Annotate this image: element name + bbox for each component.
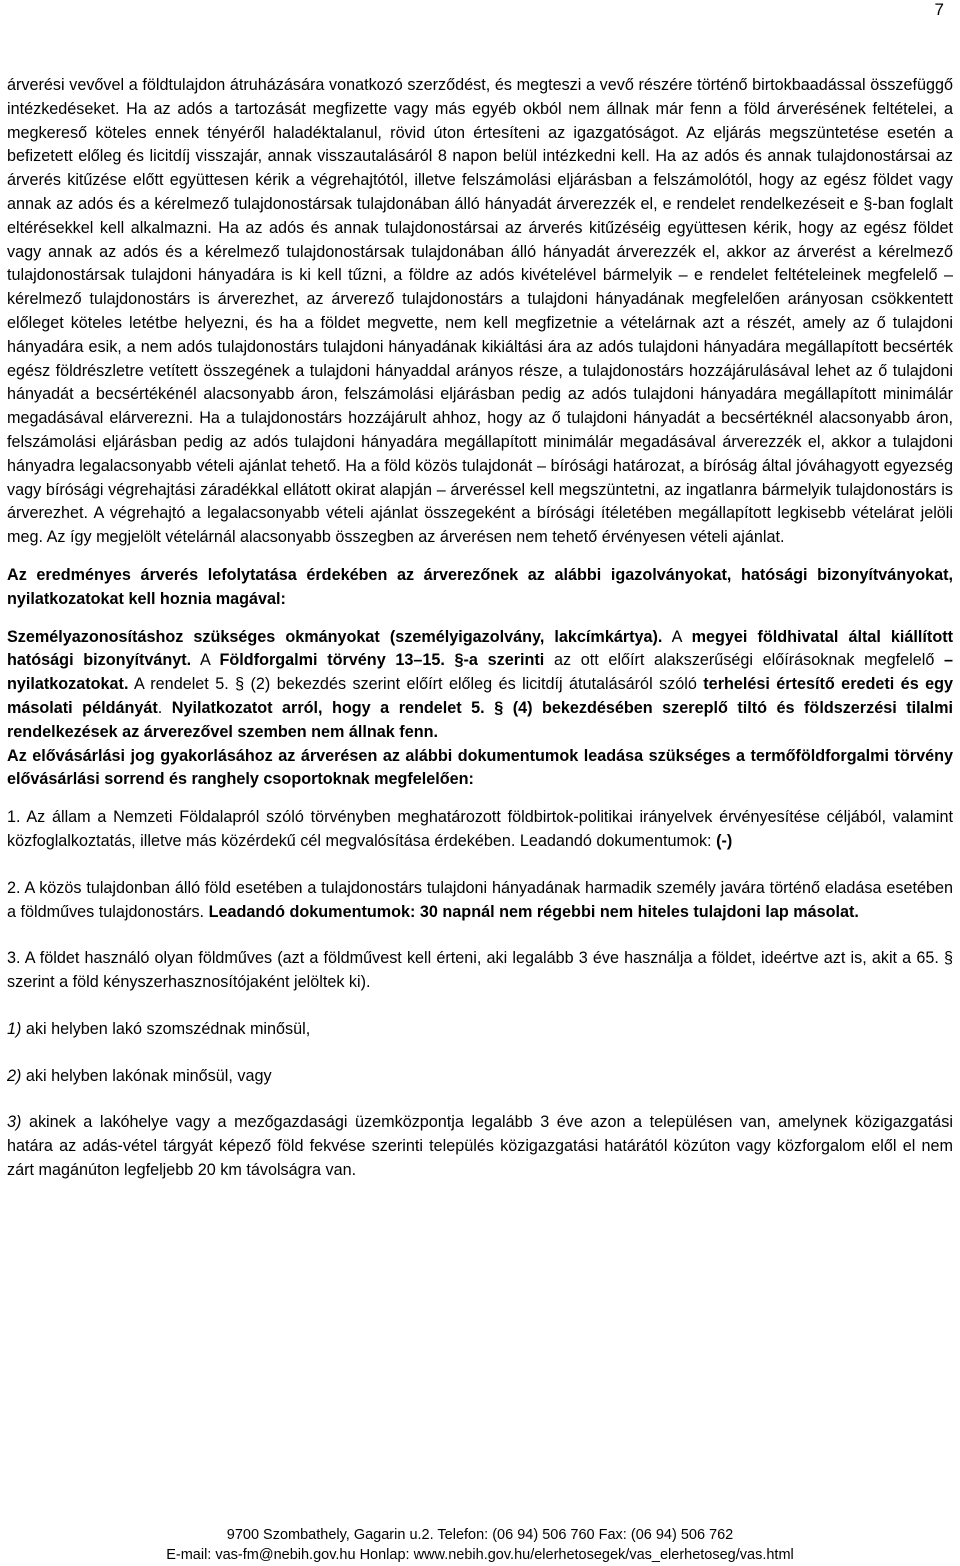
text-fragment: az ott előírt alakszerűségi előírásoknak megfelelő <box>544 651 944 670</box>
page-number: 7 <box>934 0 944 19</box>
sub-item-1 <box>7 1018 953 1042</box>
sub-item-1-text: aki helyben lakó szomszédnak minősül, <box>21 1019 311 1038</box>
sub-item-3-text: akinek a lakóhelye vagy a mezőgazdasági üzemközpontja legalább 3 éve azon a településen van, amelynek közigazgatási határa az adás-vétel tárgyát képező föld fekvése szerinti település közigazgatási határától közúton vagy közforgalom elől el nem zárt magánúton legfeljebb 20 km távolságra van. <box>7 1113 953 1180</box>
land-office-certificate-text: megyei földhivatal által kiállított hatósági bizonyítványt. <box>7 627 953 670</box>
required-documents-list <box>7 626 953 745</box>
footer-contact: E-mail: vas-fm@nebih.gov.hu Honlap: www.nebih.gov.hu/elerhetosegek/vas_elerhetoseg/vas.html <box>166 1547 794 1563</box>
sub-item-2-text: aki helyben lakónak minősül, vagy <box>21 1066 272 1085</box>
list-item-1-docs: (-) <box>716 831 733 850</box>
text-fragment: . <box>157 698 172 717</box>
prohibition-declaration-text: Nyilatkozatot arról, hogy a rendelet 5. § (4) bekezdésében szereplő tiltó és földszerzési tilalmi rendelkezések az árverezővel szemben nem állnak fenn. <box>7 698 953 741</box>
preemption-heading: Az elővásárlási jog gyakorlásához az árverésen az alábbi dokumentumok leadása szükséges a termőföldforgalmi törvény elővásárlási sorrend és ranghely csoportoknak megfelelően: <box>7 746 953 789</box>
sub-item-1-number: 1) <box>7 1019 22 1038</box>
sub-item-3 <box>7 1111 953 1182</box>
page-footer <box>0 1525 960 1565</box>
paragraph-auction-rules: árverési vevővel a földtulajdon átruházására vonatkozó szerződést, és megteszi a vevő részére történő birtokbaadással összefüggő intézkedéseket. Ha az adós a tartozását megfizette vagy más egyéb okból nem állnak már fenn a föld árverésének feltételei, a megkereső köteles ennek tényéről haladéktalanul, rövid úton értesíteni az igazgatóságot. Az eljárás megszüntetése esetén a befizetett előleg és licitdíj visszajár, annak visszautalásáról 8 napon belül intézkedni kell. Ha az adós és annak tulajdonostársai az árverés kitűzése előtt együttesen kérik a végrehajtótól, illetve felszámolási eljárásban a felszámolótól, hogy az egész földet vagy annak az adós és a kérelmező tulajdonostársak tulajdonában álló hányadát árverezzék el, e rendelet rendelkezéseit e §-ban foglalt eltérésekkel kell alkalmazni. Ha az adós és annak tulajdonostársai az árverés kitűzéséig együttesen kérik, hogy az egész földet vagy annak az adós és a kérelmező tulajdonostársak tulajdonában álló hányadát árverezzék el, akkor az árverést a kérelmező tulajdonostársak tulajdoni hányadára is ki kell tűzni, a földre az adós kivételével bármelyik – e rendelet feltételeinek megfelelő – kérelmező tulajdonostárs is árverezhet, az árverező tulajdonostárs a tulajdoni hányadának megfelelően arányosan csökkentett előleget köteles letétbe helyezni, és ha a földet megvette, nem kell megfizetnie a vételárnak azt a részét, amely az ő tulajdoni hányadára esik, a nem adós tulajdonostárs tulajdoni hányadának kikiáltási ára az adós tulajdoni hányadára megállapított becsérték egész földrészletre vetített összegének a tulajdoni hányaddal arányos része, a tulajdonostárs hozzájárulásával lehet az ő tulajdoni hányadát a becsértékénél alacsonyabb áron, felszámolási eljárásban pedig az adós tulajdoni hányadára megállapított minimálár megadásával elárverezni. Ha a tulajdonostárs hozzájárult ahhoz, hogy az ő tulajdoni hányadát a becsértéknél alacsonyabb áron, felszámolási eljárásban pedig az adós tulajdoni hányadára megállapított minimálár megadásával árverezzék el, akkor a tulajdoni hányadra legalacsonyabb vételi ajánlat tehető. Ha a föld közös tulajdonát – bírósági határozat, a bíróság által jóváhagyott egyezség vagy bírósági végrehajtási záradékkal ellátott okirat alapján – árveréssel kell megszüntetni, az ingatlanra bármelyik tulajdonostárs is árverezhet. A végrehajtó a legalacsonyabb vételi ajánlat összegeként a bírósági ítéletében megállapított legkisebb vételárat jelöli meg. Az így megjelölt vételárnál alacsonyabb összegben az árverésen nem tehető érvényesen vételi ajánlat. <box>7 76 953 547</box>
list-item-1-text: 1. Az állam a Nemzeti Földalapról szóló törvényben meghatározott földbirtok-politikai irányelvek érvényesítése céljából, valamint közfoglalkoztatás, illetve más közérdekű cél megvalósítása érdekében. Leadandó dokumentumok: <box>7 808 953 850</box>
text-fragment: A <box>662 627 692 646</box>
debit-notice-text: terhelési értesítő eredeti és egy másolati példányát <box>7 675 954 717</box>
sub-item-3-number: 3) <box>7 1113 22 1132</box>
text-fragment: A rendelet 5. § (2) bekezdés szerint előírt előleg és licitdíj átutalásáról szóló <box>128 675 704 694</box>
land-law-reference: Földforgalmi törvény 13–15. §-a szerinti <box>219 651 545 670</box>
list-item-3: 3. A földet használó olyan földműves (azt a földművest kell érteni, aki legalább 3 éve használja a földet, ideértve azt is, akit a 65. § szerint a föld kényszerhasznosítójaként jelöltek ki). <box>7 949 953 992</box>
document-body <box>7 74 953 1183</box>
list-item-2 <box>7 877 953 925</box>
sub-item-2-number: 2) <box>7 1066 22 1085</box>
footer-address: 9700 Szombathely, Gagarin u.2. Telefon: (06 94) 506 760 Fax: (06 94) 506 762 <box>226 1527 734 1543</box>
required-documents-heading: Az eredményes árverés lefolytatása érdekében az árverezőnek az alábbi igazolványokat, hatósági bizonyítványokat, nyilatkozatokat kell hoznia magával: <box>7 565 953 608</box>
declarations-text: – nyilatkozatokat. <box>7 651 953 694</box>
list-item-2-text: 2. A közös tulajdonban álló föld esetében a tulajdonostárs tulajdoni hányadának harmadik személy javára történő eladása esetében a földműves tulajdonostárs. <box>7 878 953 921</box>
list-item-2-docs: Leadandó dokumentumok: 30 napnál nem régebbi nem hiteles tulajdoni lap másolat. <box>208 902 859 921</box>
sub-item-2 <box>7 1065 953 1089</box>
id-documents-text: Személyazonosításhoz szükséges okmányokat (személyigazolvány, lakcímkártya). <box>7 627 663 646</box>
text-fragment: A <box>191 651 220 670</box>
list-item-1 <box>7 806 953 854</box>
